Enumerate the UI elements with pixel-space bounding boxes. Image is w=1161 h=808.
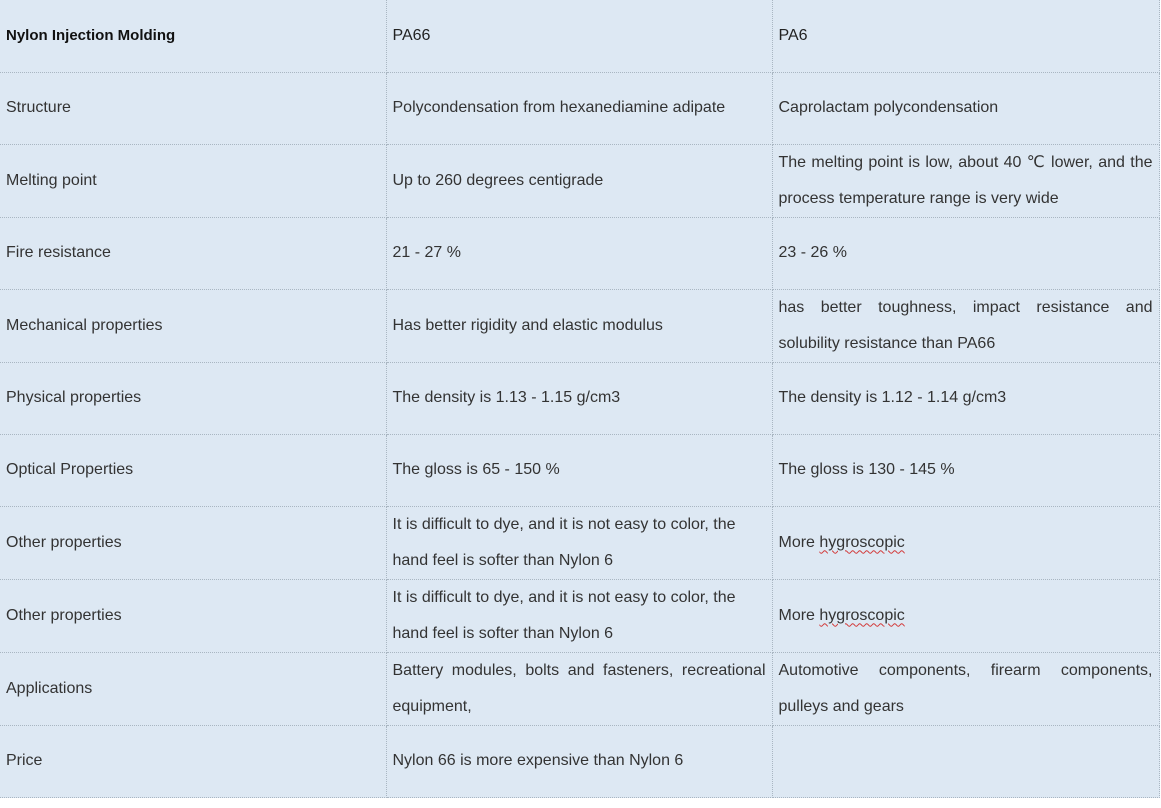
spellcheck-word: hygroscopic bbox=[819, 533, 905, 551]
pa6-cell: has better toughness, impact resistance and solubility resistance than PA66 bbox=[772, 289, 1159, 362]
pa6-cell bbox=[772, 579, 1159, 652]
table-row bbox=[0, 506, 1159, 579]
pa6-text-prefix: More bbox=[778, 533, 820, 551]
pa66-cell: The density is 1.13 - 1.15 g/cm3 bbox=[386, 362, 772, 434]
pa66-cell: 21 - 27 % bbox=[386, 217, 772, 289]
pa6-cell: The melting point is low, about 40 ℃ lower, and the process temperature range is very wide bbox=[772, 144, 1159, 217]
table-row bbox=[0, 725, 1159, 797]
table-row bbox=[0, 362, 1159, 434]
header-cell-pa6: PA6 bbox=[772, 0, 1159, 72]
header-cell-topic: Nylon Injection Molding bbox=[0, 0, 386, 72]
pa66-cell: Battery modules, bolts and fasteners, recreational equipment, bbox=[386, 652, 772, 725]
table-row bbox=[0, 72, 1159, 144]
pa6-cell: Automotive components, firearm components, pulleys and gears bbox=[772, 652, 1159, 725]
row-label: Fire resistance bbox=[0, 217, 386, 289]
pa66-cell: The gloss is 65 - 150 % bbox=[386, 434, 772, 506]
row-label: Other properties bbox=[0, 579, 386, 652]
pa66-cell: Polycondensation from hexanediamine adipate bbox=[386, 72, 772, 144]
table-row bbox=[0, 579, 1159, 652]
pa66-cell: It is difficult to dye, and it is not easy to color, the hand feel is softer than Nylon 6 bbox=[386, 579, 772, 652]
pa6-cell: The gloss is 130 - 145 % bbox=[772, 434, 1159, 506]
row-label: Optical Properties bbox=[0, 434, 386, 506]
row-label: Structure bbox=[0, 72, 386, 144]
spellcheck-word: hygroscopic bbox=[819, 606, 905, 624]
pa6-cell: 23 - 26 % bbox=[772, 217, 1159, 289]
row-label: Applications bbox=[0, 652, 386, 725]
header-row bbox=[0, 0, 1159, 72]
table-row bbox=[0, 289, 1159, 362]
row-label: Price bbox=[0, 725, 386, 797]
pa6-cell: Caprolactam polycondensation bbox=[772, 72, 1159, 144]
table-row bbox=[0, 144, 1159, 217]
row-label: Melting point bbox=[0, 144, 386, 217]
table-row bbox=[0, 652, 1159, 725]
pa66-cell: Nylon 66 is more expensive than Nylon 6 bbox=[386, 725, 772, 797]
table-row bbox=[0, 217, 1159, 289]
pa66-cell: It is difficult to dye, and it is not easy to color, the hand feel is softer than Nylon 6 bbox=[386, 506, 772, 579]
header-cell-pa66: PA66 bbox=[386, 0, 772, 72]
row-label: Mechanical properties bbox=[0, 289, 386, 362]
row-label: Physical properties bbox=[0, 362, 386, 434]
pa6-text-prefix: More bbox=[778, 606, 820, 624]
pa66-cell: Has better rigidity and elastic modulus bbox=[386, 289, 772, 362]
table-row bbox=[0, 434, 1159, 506]
pa66-cell: Up to 260 degrees centigrade bbox=[386, 144, 772, 217]
row-label: Other properties bbox=[0, 506, 386, 579]
pa6-cell: The density is 1.12 - 1.14 g/cm3 bbox=[772, 362, 1159, 434]
pa6-cell bbox=[772, 725, 1159, 797]
pa6-cell bbox=[772, 506, 1159, 579]
